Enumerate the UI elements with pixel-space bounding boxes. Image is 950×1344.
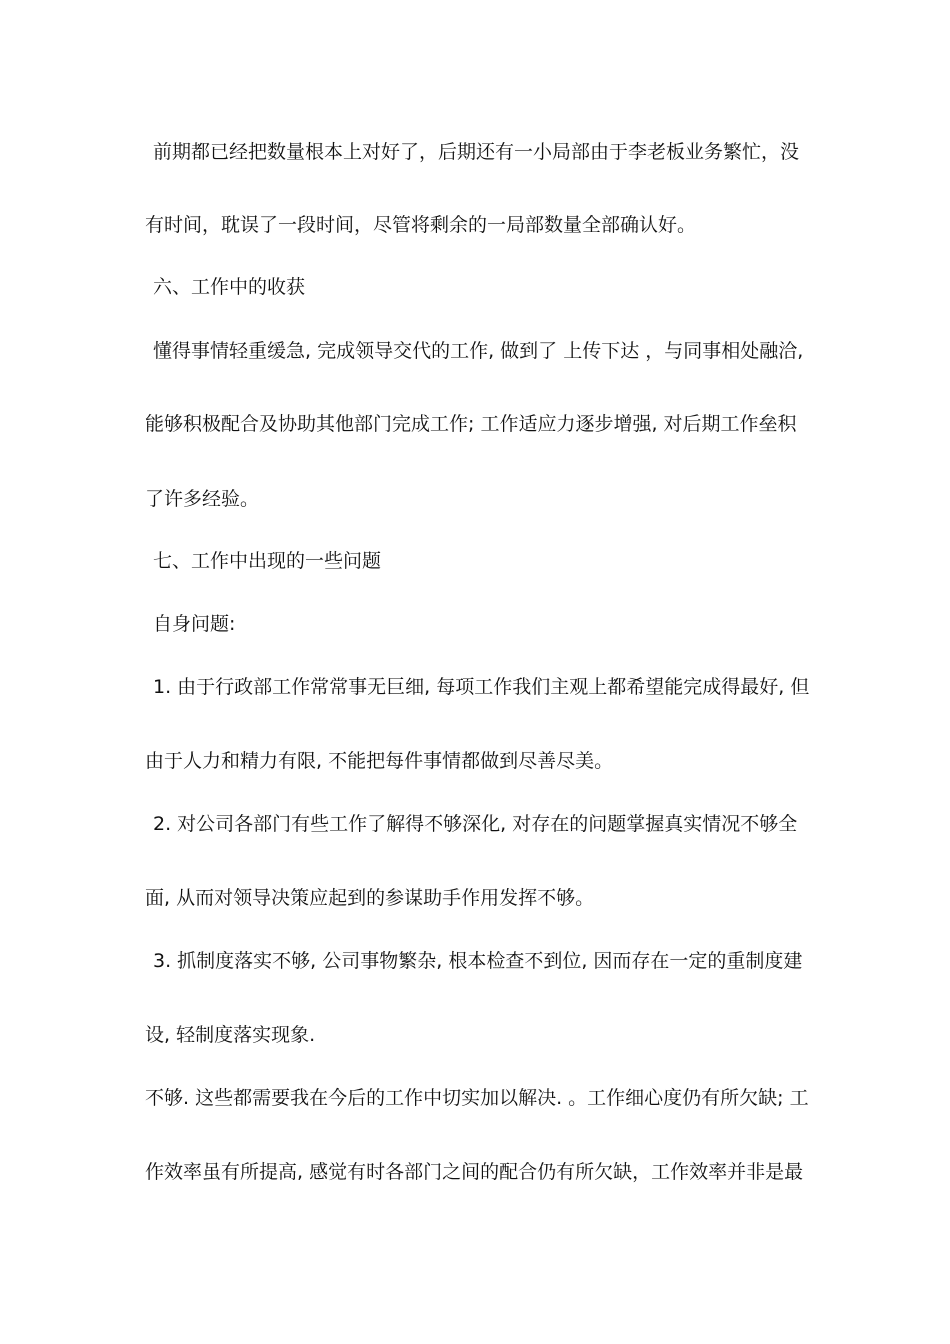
list-item: 1. 由于行政部工作常常事无巨细, 每项工作我们主观上都希望能完成得最好, 但 (153, 676, 810, 698)
list-item: 3. 抓制度落实不够, 公司事物繁杂, 根本检查不到位, 因而存在一定的重制度建 (153, 950, 803, 972)
paragraph-line: 面, 从而对领导决策应起到的参谋助手作用发挥不够。 (145, 887, 595, 909)
list-item: 2. 对公司各部门有些工作了解得不够深化, 对存在的问题掌握真实情况不够全 (153, 813, 798, 835)
paragraph-line: 作效率虽有所提高, 感觉有时各部门之间的配合仍有所欠缺，工作效率并非是最 (145, 1161, 804, 1183)
paragraph-line: 有时间，耽误了一段时间，尽管将剩余的一局部数量全部确认好。 (145, 214, 697, 236)
paragraph-line: 前期都已经把数量根本上对好了，后期还有一小局部由于李老板业务繁忙，没 (153, 141, 800, 163)
paragraph-line: 不够. 这些都需要我在今后的工作中切实加以解决. 。工作细心度仍有所欠缺; 工 (145, 1087, 809, 1109)
paragraph-line: 设, 轻制度落实现象. (145, 1024, 316, 1046)
paragraph-line: 懂得事情轻重缓急, 完成领导交代的工作, 做到了 上传下达 ，与同事相处融洽, (153, 340, 804, 362)
subheading: 自身问题: (153, 613, 236, 635)
paragraph-line: 由于人力和精力有限, 不能把每件事情都做到尽善尽美。 (145, 750, 614, 772)
section-heading: 七、工作中出现的一些问题 (153, 550, 382, 572)
paragraph-line: 能够积极配合及协助其他部门完成工作; 工作适应力逐步增强, 对后期工作垒积 (145, 413, 797, 435)
section-heading: 六、工作中的收获 (153, 276, 306, 298)
paragraph-line: 了许多经验。 (145, 488, 260, 510)
